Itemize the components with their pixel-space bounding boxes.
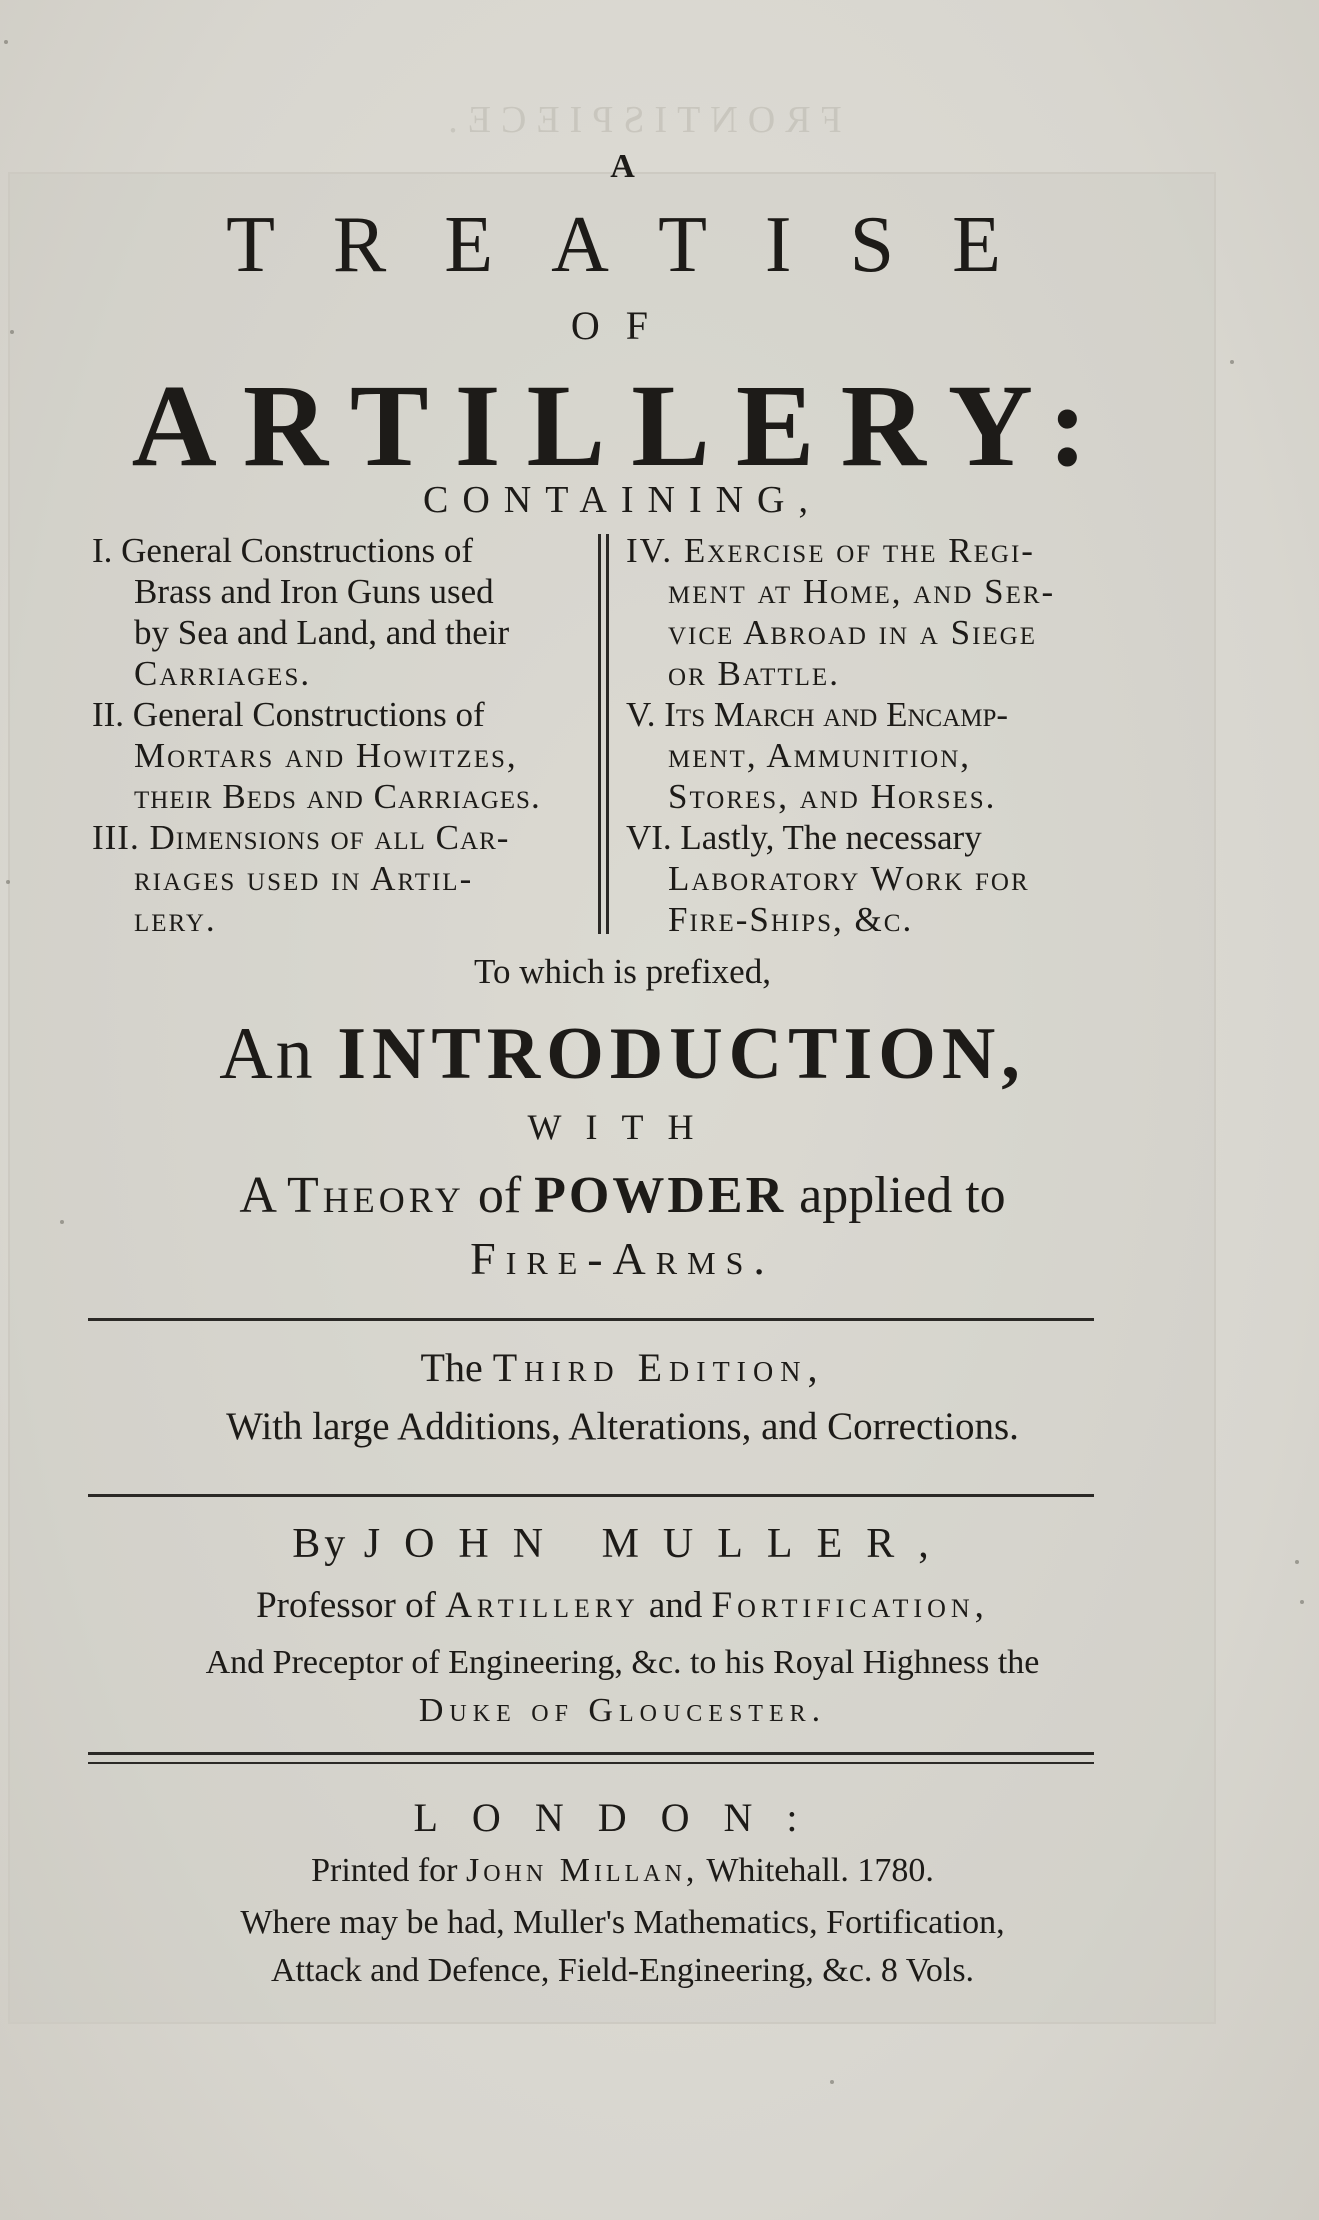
contents-line: by Sea and Land, and their — [134, 613, 510, 652]
theory-line — [0, 1166, 1245, 1225]
title-treatise: TREATISE — [226, 201, 1059, 289]
with-line: WITH — [527, 1107, 718, 1147]
contents-line: ment at Home, and Ser- — [668, 572, 1056, 611]
contents-line: lery. — [134, 900, 217, 939]
introduction-heading — [0, 1012, 1245, 1097]
contents-line: Stores, and Horses. — [668, 777, 997, 816]
prefixed-line: To which is prefixed, — [474, 952, 771, 991]
rule-2 — [88, 1494, 1094, 1497]
contents-line: riages used in Artil- — [134, 859, 474, 898]
contents-line: vice Abroad in a Siege — [668, 613, 1038, 652]
contents-line: Carriages. — [134, 654, 312, 693]
contents-item — [92, 817, 582, 940]
theory-powder: POWDER — [534, 1167, 787, 1224]
contents-line: VI. Lastly, The necessary — [626, 818, 982, 857]
contents-line: Laboratory Work for — [668, 859, 1030, 898]
title-artillery: ARTILLERY: — [131, 360, 1114, 491]
show-through-text: FRONTISPIECE. — [438, 99, 842, 141]
contents-item — [626, 530, 1118, 694]
theory-applied: applied to — [799, 1167, 1006, 1224]
contents-item — [92, 530, 582, 694]
contents-item — [92, 694, 582, 817]
contents-line: their Beds and Carriages. — [134, 777, 541, 816]
edition-line — [0, 1344, 1245, 1391]
column-divider-left — [598, 534, 601, 934]
additions-line: With large Additions, Alterations, and Corrections. — [226, 1405, 1019, 1448]
contents-item — [626, 817, 1118, 940]
printer-place-year: Whitehall. 1780. — [706, 1852, 934, 1889]
imprint-attack: Attack and Defence, Field-Engineering, &c. 8 Vols. — [270, 1952, 975, 1989]
article-a: A — [610, 148, 635, 185]
professor-and: and — [648, 1585, 703, 1626]
duke-line: Duke of Gloucester. — [418, 1692, 827, 1729]
introduction-word: INTRODUCTION, — [337, 1013, 1026, 1095]
professor-line — [0, 1584, 1245, 1627]
professor-of: Professor of — [256, 1585, 436, 1626]
contents-line: Fire-Ships, &c. — [668, 900, 914, 939]
theory-of: of — [477, 1167, 522, 1224]
contents-line: or Battle. — [668, 654, 840, 693]
rule-3a — [88, 1752, 1094, 1755]
firearms-line: Fire-Arms. — [470, 1233, 775, 1284]
contents-left-column — [92, 530, 582, 940]
contents-right-column — [626, 530, 1118, 940]
professor-fortification: Fortification, — [711, 1585, 989, 1626]
introduction-an: An — [219, 1013, 316, 1095]
printed-for: Printed for — [311, 1852, 458, 1889]
contents-line: I. General Constructions of — [92, 531, 474, 570]
author-name: JOHN MULLER, — [363, 1521, 953, 1567]
preceptor-line: And Preceptor of Engineering, &c. to his Royal Highness the — [205, 1644, 1040, 1681]
contents-line: ment, Ammunition, — [668, 736, 972, 775]
professor-artillery: Artillery — [445, 1585, 640, 1626]
edition-the: The — [420, 1345, 483, 1390]
imprint-where: Where may be had, Muller's Mathematics, Fortification, — [240, 1904, 1005, 1941]
contents-line: Mortars and Howitzes, — [134, 736, 518, 775]
theory-word: Theory — [287, 1167, 465, 1224]
column-divider-right — [606, 534, 609, 934]
imprint-city: LONDON: — [413, 1795, 832, 1840]
theory-a: A — [239, 1167, 275, 1224]
rule-1 — [88, 1318, 1094, 1321]
containing-heading: CONTAINING, — [423, 479, 822, 521]
imprint-printed — [0, 1852, 1245, 1890]
contents-line: V. Its March and Encamp- — [626, 695, 1009, 734]
author-by: By — [292, 1521, 350, 1567]
author-line — [0, 1520, 1245, 1568]
contents-line: Brass and Iron Guns used — [134, 572, 494, 611]
title-of: OF — [570, 303, 675, 348]
rule-3b — [88, 1762, 1094, 1764]
contents-line: III. Dimensions of all Car- — [92, 818, 510, 857]
contents-line: IV. Exercise of the Regi- — [626, 531, 1035, 570]
contents-item — [626, 694, 1118, 817]
contents-line: II. General Constructions of — [92, 695, 485, 734]
printer-name: John Millan, — [465, 1852, 699, 1889]
edition-third: Third Edition, — [492, 1345, 825, 1390]
